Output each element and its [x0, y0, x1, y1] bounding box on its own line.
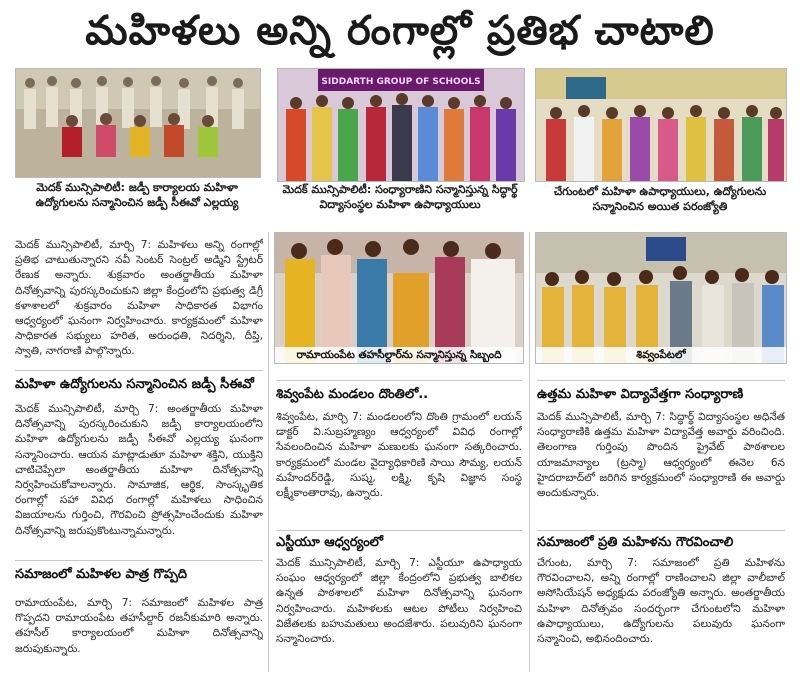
article-women-role: రామాయంపేట, మార్చి 7: సమాజంలో మహిళల పాత్ర గొప్పదని రామాయంపేట తహసీల్దార్ రజనీకుమారి అన్నారు. తహసీల్ కార్యాలయంలో మహిళా దినోత్సవాన్ని జరుపుకున్నారు.	[15, 597, 263, 655]
photo-caption-zp-ceo: మెదక్ మున్సిపాలిటీ: జడ్పీ కార్యాలయ మహిళా ఉద్యోగులను సన్మానించిన జడ్పీ సీఈవో ఎల్లయ్య	[35, 181, 239, 209]
article-lead: మెదక్ మున్సిపాలిటీ, మార్చి 7: మహిళలు అన్ని రంగాల్లో ప్రతిభ చాటుతున్నారని నవీ సెంటర్ సెంట్రల్ అడ్మిని స్ట్రేటర్ రేణుక అన్నారు. శుక్రవారం అంతర్జాతీయ మహిళా దినోత్సవాన్ని పురస్కరించుకుని జిల్లా కేంద్రంలోని ప్రభుత్వ డిగ్రీ కళాశాలలో శుక్రవారం మహిళా సాధికారత విభాగం ఆధ్వర్యంలో ఘనంగా నిర్వహించారు. కార్యక్రమంలో మహిళా సాధికారత సభ్యులు హరిత, అరుంధతి, నిదర్శిని, దీప్తి, స్వాతి, నాగరాణి పాల్గొన్నారు.	[15, 239, 263, 358]
column-rule	[529, 232, 530, 672]
subheading-sandhyarani: ఉత్తమ మహిళా విద్యావేత్తగా సంధ్యారాణి	[537, 387, 744, 402]
section-rule	[537, 380, 785, 381]
photo-chegunta-teachers	[535, 68, 787, 182]
column-rule	[268, 232, 269, 672]
section-rule	[276, 380, 522, 381]
section-rule	[276, 530, 522, 531]
photo-shivvampet	[535, 232, 787, 364]
photo-caption-ramayampet: రామాయంపేట తహసీల్దార్‌ను సన్మానిస్తున్న సిబ్బంది	[275, 347, 523, 363]
article-stu: మెదక్ మున్సిపాలిటీ, మార్చి 7: ఎస్టీయూ ఉపాధ్యాయ సంఘం ఆధ్వర్యంలో జిల్లా కేంద్రంలోని ప్రభుత్వ బాలికల ఉన్నత పాఠశాలలో మహిళా దినోత్సవాన్ని ఘనంగా నిర్వహించారు. మహిళలకు ఆటల పోటీలు నిర్వహించి విజేతలకు బహుమతులు అందజేశారు. పలువురిని ఘనంగా సన్మానించారు.	[276, 557, 522, 646]
photo-siddarth-school	[277, 68, 525, 182]
photo-zp-ceo-felicitation	[15, 68, 261, 178]
school-banner-text: SIDDARTH GROUP OF SCHOOLS	[321, 77, 481, 87]
subheading-zp-ceo: మహిళా ఉద్యోగులను సన్మానించిన జడ్పీ సీఈవో	[15, 377, 254, 392]
subheading-stu: ఎస్టీయూ ఆధ్వర్యంలో	[276, 535, 384, 550]
subheading-respect-women: సమాజంలో ప్రతి మహిళను గౌరవించాలి	[537, 535, 734, 550]
article-zp-ceo: మెదక్ మున్సిపాలిటీ, మార్చి 7: అంతర్జాతీయ మహిళా దినోత్సవాన్ని పురస్కరించుకుని జడ్పీ కార్యాలయంలోని మహిళా ఉద్యోగులను జడ్పీ సీఈవో ఎల్లయ్య ఘనంగా సన్మానించారు. ఆయన మాట్లాడుతూ మహిళా శక్తిని, యుక్తిని చాటిచెప్పేలా అంతర్జాతీయ మహిళా దినోత్సవాన్ని నిర్వహించుకోవాలన్నారు. సామాజిక, ఆర్థిక, సాంస్కృతిక రంగాల్లో సహా వివిధ రంగాల్లో మహిళలు సాధించిన విజయాలను గుర్తించి, గౌరవించి ప్రోత్సహించేందుకు మహిళా దినోత్సవాన్ని జరుపుకొంటున్నామన్నారు.	[15, 403, 263, 537]
page-headline: మహిళలు అన్ని రంగాల్లో ప్రతిభ చాటాలి	[85, 8, 715, 54]
photo-caption-siddarth: మెదక్ మున్సిపాలిటీ: సంధ్యారాణిని సన్మానిస్తున్న సిద్ధార్థ్ విద్యాసంస్థల మహిళా ఉపాధ్యాయులు	[282, 183, 518, 211]
photo-ramayampet-tahsildar	[274, 232, 524, 364]
section-rule	[537, 530, 785, 531]
subheading-donthi: శివ్వంపేట మండలం దొంతిలో..	[276, 387, 429, 402]
subheading-women-role: సమాజంలో మహిళల పాత్ర గొప్పది	[15, 567, 188, 582]
section-rule	[15, 370, 263, 371]
article-respect-women: చేగుంట, మార్చి 7: సమాజంలో ప్రతి మహిళను గౌరవించాలని, అన్ని రంగాల్లో రాణించాలని జిల్లా వాలీబాల్ అసోసియేషన్ అధ్యక్షుడు పరంజ్యోతి అన్నారు. అంతర్జాతీయ మహిళా దినోత్సవం సందర్భంగా చేగుంటలోని మహిళా ఉపాధ్యాయులు, ఉద్యోగులను పలువురు ఘనంగా సన్మానించి, అభినందించారు.	[537, 557, 785, 646]
photo-caption-chegunta: చేగుంటలో మహిళా ఉపాధ్యాయులు, ఉద్యోగులను సన్మానించిన అయిత పరంజ్యోతి	[553, 185, 767, 213]
article-donthi: శివ్వంపేట, మార్చి 7: మండలంలోని దొంతి గ్రామంలో లయన్ డాక్టర్ వి.సుబ్రహ్మణ్యం ఆధ్వర్యంలో వివిధ రంగాల్లో సేవలందించిన మహిళా మణులకు ఘనంగా సత్కరించారు. కార్యక్రమంలో మండల వైద్యాధికారిణి సాయి సౌమ్య, లయన్ మహేందర్‌రెడ్డి, సుష్మ, లక్ష్మి, కృషి విజ్ఞాన సంస్థ లక్ష్మీకాంతారావు, ఉన్నారు.	[276, 411, 522, 500]
photo-caption-shivvampet: శివ్వంపేటలో	[536, 347, 786, 363]
section-rule	[15, 560, 263, 561]
article-sandhyarani: మెదక్ మున్సిపాలిటీ, మార్చి 7: సిద్ధార్థ్ విద్యాసంస్థల అధినేత సంధ్యారాణికి ఉత్తమ మహిళా విద్యావేత్త అవార్డు వరించింది. తెలంగాణ గుర్తింపు పొందిన ప్రైవేట్ పాఠశాలల యాజమాన్యాల (ట్రస్మా) ఆధ్వర్యంలో ఈనెల 6న హైదరాబాద్‌లో జరిగిన కార్యక్రమంలో సంధ్యారాణి ఈ అవార్డు అందుకున్నారు.	[537, 411, 785, 500]
